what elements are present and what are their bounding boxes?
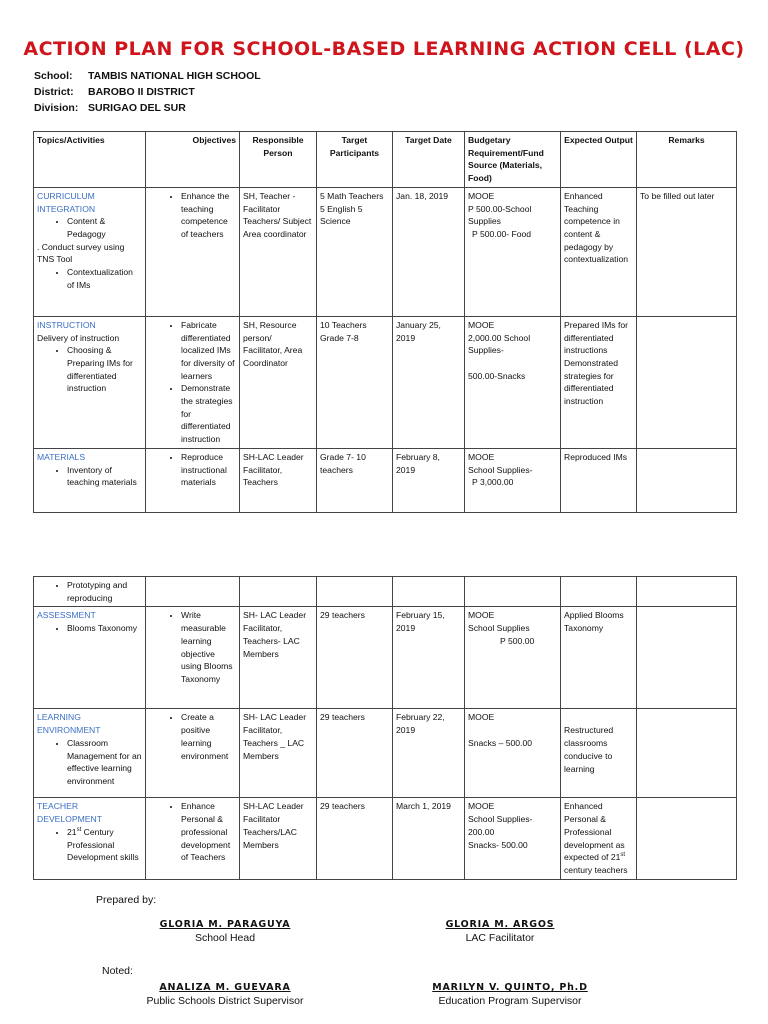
participants-cell: 10 Teachers Grade 7-8 — [317, 316, 393, 448]
remarks-cell — [637, 709, 737, 798]
table-row — [34, 187, 737, 316]
participants-cell: 5 Math Teachers 5 English 5 Science — [317, 187, 393, 316]
header-row — [34, 132, 737, 188]
document-title: ACTION PLAN FOR SCHOOL-BASED LEARNING ACTION CELL (LAC) — [23, 38, 745, 60]
budget-line: MOOE — [468, 319, 495, 330]
output-text: Enhanced Personal & Professional development as expected of 21 — [564, 801, 625, 863]
remarks-cell — [637, 448, 737, 512]
budget-cell — [465, 316, 561, 448]
school-label: School: — [34, 70, 73, 82]
category-label: ASSESSMENT — [37, 610, 96, 621]
objectives-cell — [146, 577, 240, 607]
output-cell: Applied Blooms Taxonomy — [561, 607, 637, 709]
topics-cell — [34, 448, 146, 512]
topic-item: • Inventory of teaching materials — [67, 464, 142, 489]
action-plan-table-page1 — [33, 131, 737, 513]
output-text: century teachers — [564, 864, 628, 875]
signature-program-supervisor — [400, 982, 620, 1007]
topic-item: • Prototyping and reproducing — [67, 579, 142, 604]
output-cell: Reproduced IMs — [561, 448, 637, 512]
division-label: Division: — [34, 102, 79, 114]
district-line — [34, 86, 195, 98]
topics-cell — [34, 187, 146, 316]
signatory-name: ANALIZA M. GUEVARA — [159, 982, 291, 993]
prepared-by-label: Prepared by: — [96, 894, 157, 906]
header-topics: Topics/Activities — [34, 132, 146, 188]
date-cell: February 15, 2019 — [393, 607, 465, 709]
responsible-cell: SH- LAC Leader Facilitator, Teachers _ LAC Members — [240, 709, 317, 798]
header-date: Target Date — [393, 132, 465, 188]
noted-label: Noted: — [102, 965, 133, 977]
objectives-cell — [146, 187, 240, 316]
header-budget: Budgetary Requirement/Fund Source (Materials, Food) — [465, 132, 561, 188]
remarks-cell — [637, 577, 737, 607]
budget-line: 2,000.00 School Supplies- — [468, 332, 531, 356]
table-row — [34, 798, 737, 879]
responsible-cell: SH, Resource person/ Facilitator, Area Coordinator — [240, 316, 317, 448]
date-cell: March 1, 2019 — [393, 798, 465, 879]
category-label: LEARNING ENVIRONMENT — [37, 712, 101, 736]
responsible-cell: SH, Teacher - Facilitator Teachers/ Subject Area coordinator — [240, 187, 317, 316]
objectives-cell — [146, 607, 240, 709]
remarks-cell — [637, 316, 737, 448]
budget-line: MOOE — [468, 451, 495, 462]
district-label: District: — [34, 86, 74, 98]
category-label: MATERIALS — [37, 451, 86, 462]
budget-line: P 3,000.00 — [472, 477, 514, 488]
budget-cell — [465, 798, 561, 879]
objective-item: • Reproduce instructional materials — [181, 451, 236, 489]
topic-text: 21 — [67, 826, 77, 837]
signatory-role: School Head — [194, 932, 256, 944]
budget-line: School Supplies- — [468, 464, 533, 475]
budget-line: Snacks – 500.00 — [468, 738, 533, 749]
objectives-cell — [146, 448, 240, 512]
budget-line: Snacks- 500.00 — [468, 839, 528, 850]
district-value: BAROBO II DISTRICT — [88, 86, 195, 98]
table-row — [34, 709, 737, 798]
budget-cell — [465, 577, 561, 607]
table-row — [34, 448, 737, 512]
output-cell — [561, 577, 637, 607]
budget-line: MOOE — [468, 190, 495, 201]
responsible-cell: SH-LAC Leader Facilitator, Teachers — [240, 448, 317, 512]
objectives-cell — [146, 798, 240, 879]
objective-item: • Fabricate differentiated localized IMs for diversity of learners — [181, 319, 236, 383]
topic-text: Century Professional Development skills — [67, 826, 139, 863]
participants-cell — [317, 577, 393, 607]
signatory-role: Education Program Supervisor — [438, 995, 582, 1007]
signatory-name: GLORIA M. ARGOS — [445, 919, 555, 930]
budget-line: 500.00-Snacks — [468, 370, 526, 381]
budget-line: P 500.00 — [500, 635, 535, 646]
signatory-name: GLORIA M. PARAGUYA — [159, 919, 291, 930]
topics-cell — [34, 316, 146, 448]
topic-text: Delivery of instruction — [37, 332, 120, 343]
responsible-cell: SH- LAC Leader Facilitator, Teachers- LAC Members — [240, 607, 317, 709]
budget-cell — [465, 709, 561, 798]
remarks-cell: To be filled out later — [637, 187, 737, 316]
table-row — [34, 607, 737, 709]
category-label: TEACHER DEVELOPMENT — [37, 801, 102, 825]
responsible-cell — [240, 577, 317, 607]
topic-item: • Classroom Management for an effective learning environment — [67, 737, 142, 788]
topics-cell — [34, 798, 146, 879]
budget-line: MOOE — [468, 801, 495, 812]
topic-item: • Content & Pedagogy — [67, 215, 142, 240]
budget-line: P 500.00- Food — [472, 228, 532, 239]
topic-item — [67, 826, 142, 864]
header-remarks: Remarks — [637, 132, 737, 188]
signature-school-head — [130, 919, 320, 944]
output-cell: Prepared IMs for differentiated instructions Demonstrated strategies for differentiated instruction — [561, 316, 637, 448]
division-value: SURIGAO DEL SUR — [88, 102, 186, 114]
signatory-name: MARILYN V. QUINTO, Ph.D — [432, 982, 588, 993]
objectives-cell — [146, 709, 240, 798]
date-cell: February 8, 2019 — [393, 448, 465, 512]
action-plan-table-page2 — [33, 576, 737, 880]
objective-item: • Enhance the teaching competence of teachers — [181, 190, 236, 241]
signature-district-supervisor — [120, 982, 330, 1007]
date-cell — [393, 577, 465, 607]
budget-line: P 500.00-School Supplies — [468, 203, 532, 227]
remarks-cell — [637, 798, 737, 879]
output-cell: Enhanced Teaching competence in content & pedagogy by contextualization — [561, 187, 637, 316]
signature-lac-facilitator — [405, 919, 595, 944]
output-cell — [561, 709, 637, 798]
signatory-role: Public Schools District Supervisor — [146, 995, 304, 1007]
objectives-cell — [146, 316, 240, 448]
output-cell — [561, 798, 637, 879]
topic-item: • Blooms Taxonomy — [67, 622, 142, 635]
output-text: Restructured classrooms conducive to learning — [564, 725, 614, 774]
objective-item: • Write measurable learning objective using Blooms Taxonomy — [181, 609, 236, 685]
division-line — [34, 102, 186, 114]
topics-cell — [34, 709, 146, 798]
topics-cell — [34, 607, 146, 709]
remarks-cell — [637, 607, 737, 709]
school-line — [34, 70, 261, 82]
budget-cell — [465, 187, 561, 316]
table-row — [34, 316, 737, 448]
signatory-role: LAC Facilitator — [465, 932, 535, 944]
header-participants: Target Participants — [317, 132, 393, 188]
table-row — [34, 577, 737, 607]
topic-item: • Contextualization of IMs — [67, 266, 142, 291]
header-objectives: Objectives — [146, 132, 240, 188]
date-cell: January 25, 2019 — [393, 316, 465, 448]
objective-item: • Enhance Personal & professional development of Teachers — [181, 800, 236, 864]
topic-item: • Choosing & Preparing IMs for differentiated instruction — [67, 344, 142, 395]
participants-cell: 29 teachers — [317, 607, 393, 709]
output-sup: st — [620, 852, 626, 859]
responsible-cell: SH-LAC Leader Facilitator Teachers/LAC Members — [240, 798, 317, 879]
budget-line: School Supplies-200.00 — [468, 814, 533, 837]
budget-cell — [465, 607, 561, 709]
objective-item: • Create a positive learning environment — [181, 711, 236, 762]
budget-line: MOOE — [468, 712, 495, 723]
date-cell: Jan. 18, 2019 — [393, 187, 465, 316]
school-value: TAMBIS NATIONAL HIGH SCHOOL — [88, 70, 261, 82]
category-label: INSTRUCTION — [37, 319, 96, 330]
header-output: Expected Output — [561, 132, 637, 188]
topics-cell — [34, 577, 146, 607]
budget-cell — [465, 448, 561, 512]
participants-cell: Grade 7- 10 teachers — [317, 448, 393, 512]
topic-text: . Conduct survey using TNS Tool — [37, 241, 125, 265]
objective-item: • Demonstrate the strategies for differentiated instruction — [181, 382, 236, 446]
header-responsible: Responsible Person — [240, 132, 317, 188]
budget-line: School Supplies — [468, 623, 530, 634]
participants-cell: 29 teachers — [317, 798, 393, 879]
category-label: CURRICULUM INTEGRATION — [37, 190, 96, 214]
date-cell: February 22, 2019 — [393, 709, 465, 798]
participants-cell: 29 teachers — [317, 709, 393, 798]
topic-sup: st — [76, 826, 82, 833]
budget-line: MOOE — [468, 610, 495, 621]
